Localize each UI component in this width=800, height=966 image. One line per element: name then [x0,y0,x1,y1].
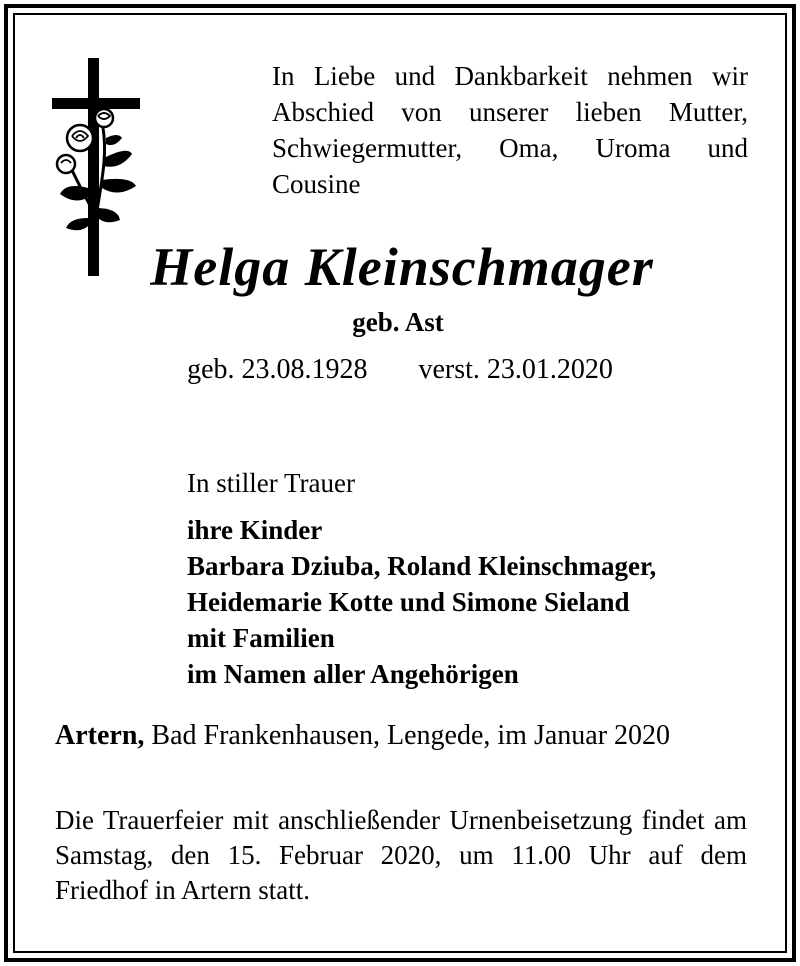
ceremony-text: Die Trauerfeier mit anschließender Urnenbeisetzung findet am Samstag, den 15. Februar 2020, um 11.00 Uhr auf dem Friedhof in Artern statt. [55,805,747,905]
mourners-list [187,512,767,692]
birth-date: geb. 23.08.1928 [187,354,368,385]
mourner-line: im Namen aller Angehörigen [187,659,519,689]
death-date: verst. 23.01.2020 [418,354,613,385]
deceased-name: Helga Kleinschmager [150,237,654,297]
mourner-line: ihre Kinder [187,515,323,545]
mourner-line: Heidemarie Kotte und Simone Sieland [187,587,630,617]
mourner-line: Barbara Dziuba, Roland Kleinschmager, [187,551,657,581]
place-rest: Bad Frankenhausen, Lengede, im Januar 2020 [151,720,671,751]
place-main: Artern, [55,720,145,751]
maiden-name: geb. Ast [352,307,444,337]
mourning-intro: In stiller Trauer [187,468,355,498]
place-date-line [55,720,755,752]
life-dates [0,354,800,386]
mourner-line: mit Familien [187,623,335,653]
intro-text: In Liebe und Dankbarkeit nehmen wir Abschied von unserer lieben Mutter, Schwiegermutter, Oma, Uroma und Cousine [272,61,748,199]
